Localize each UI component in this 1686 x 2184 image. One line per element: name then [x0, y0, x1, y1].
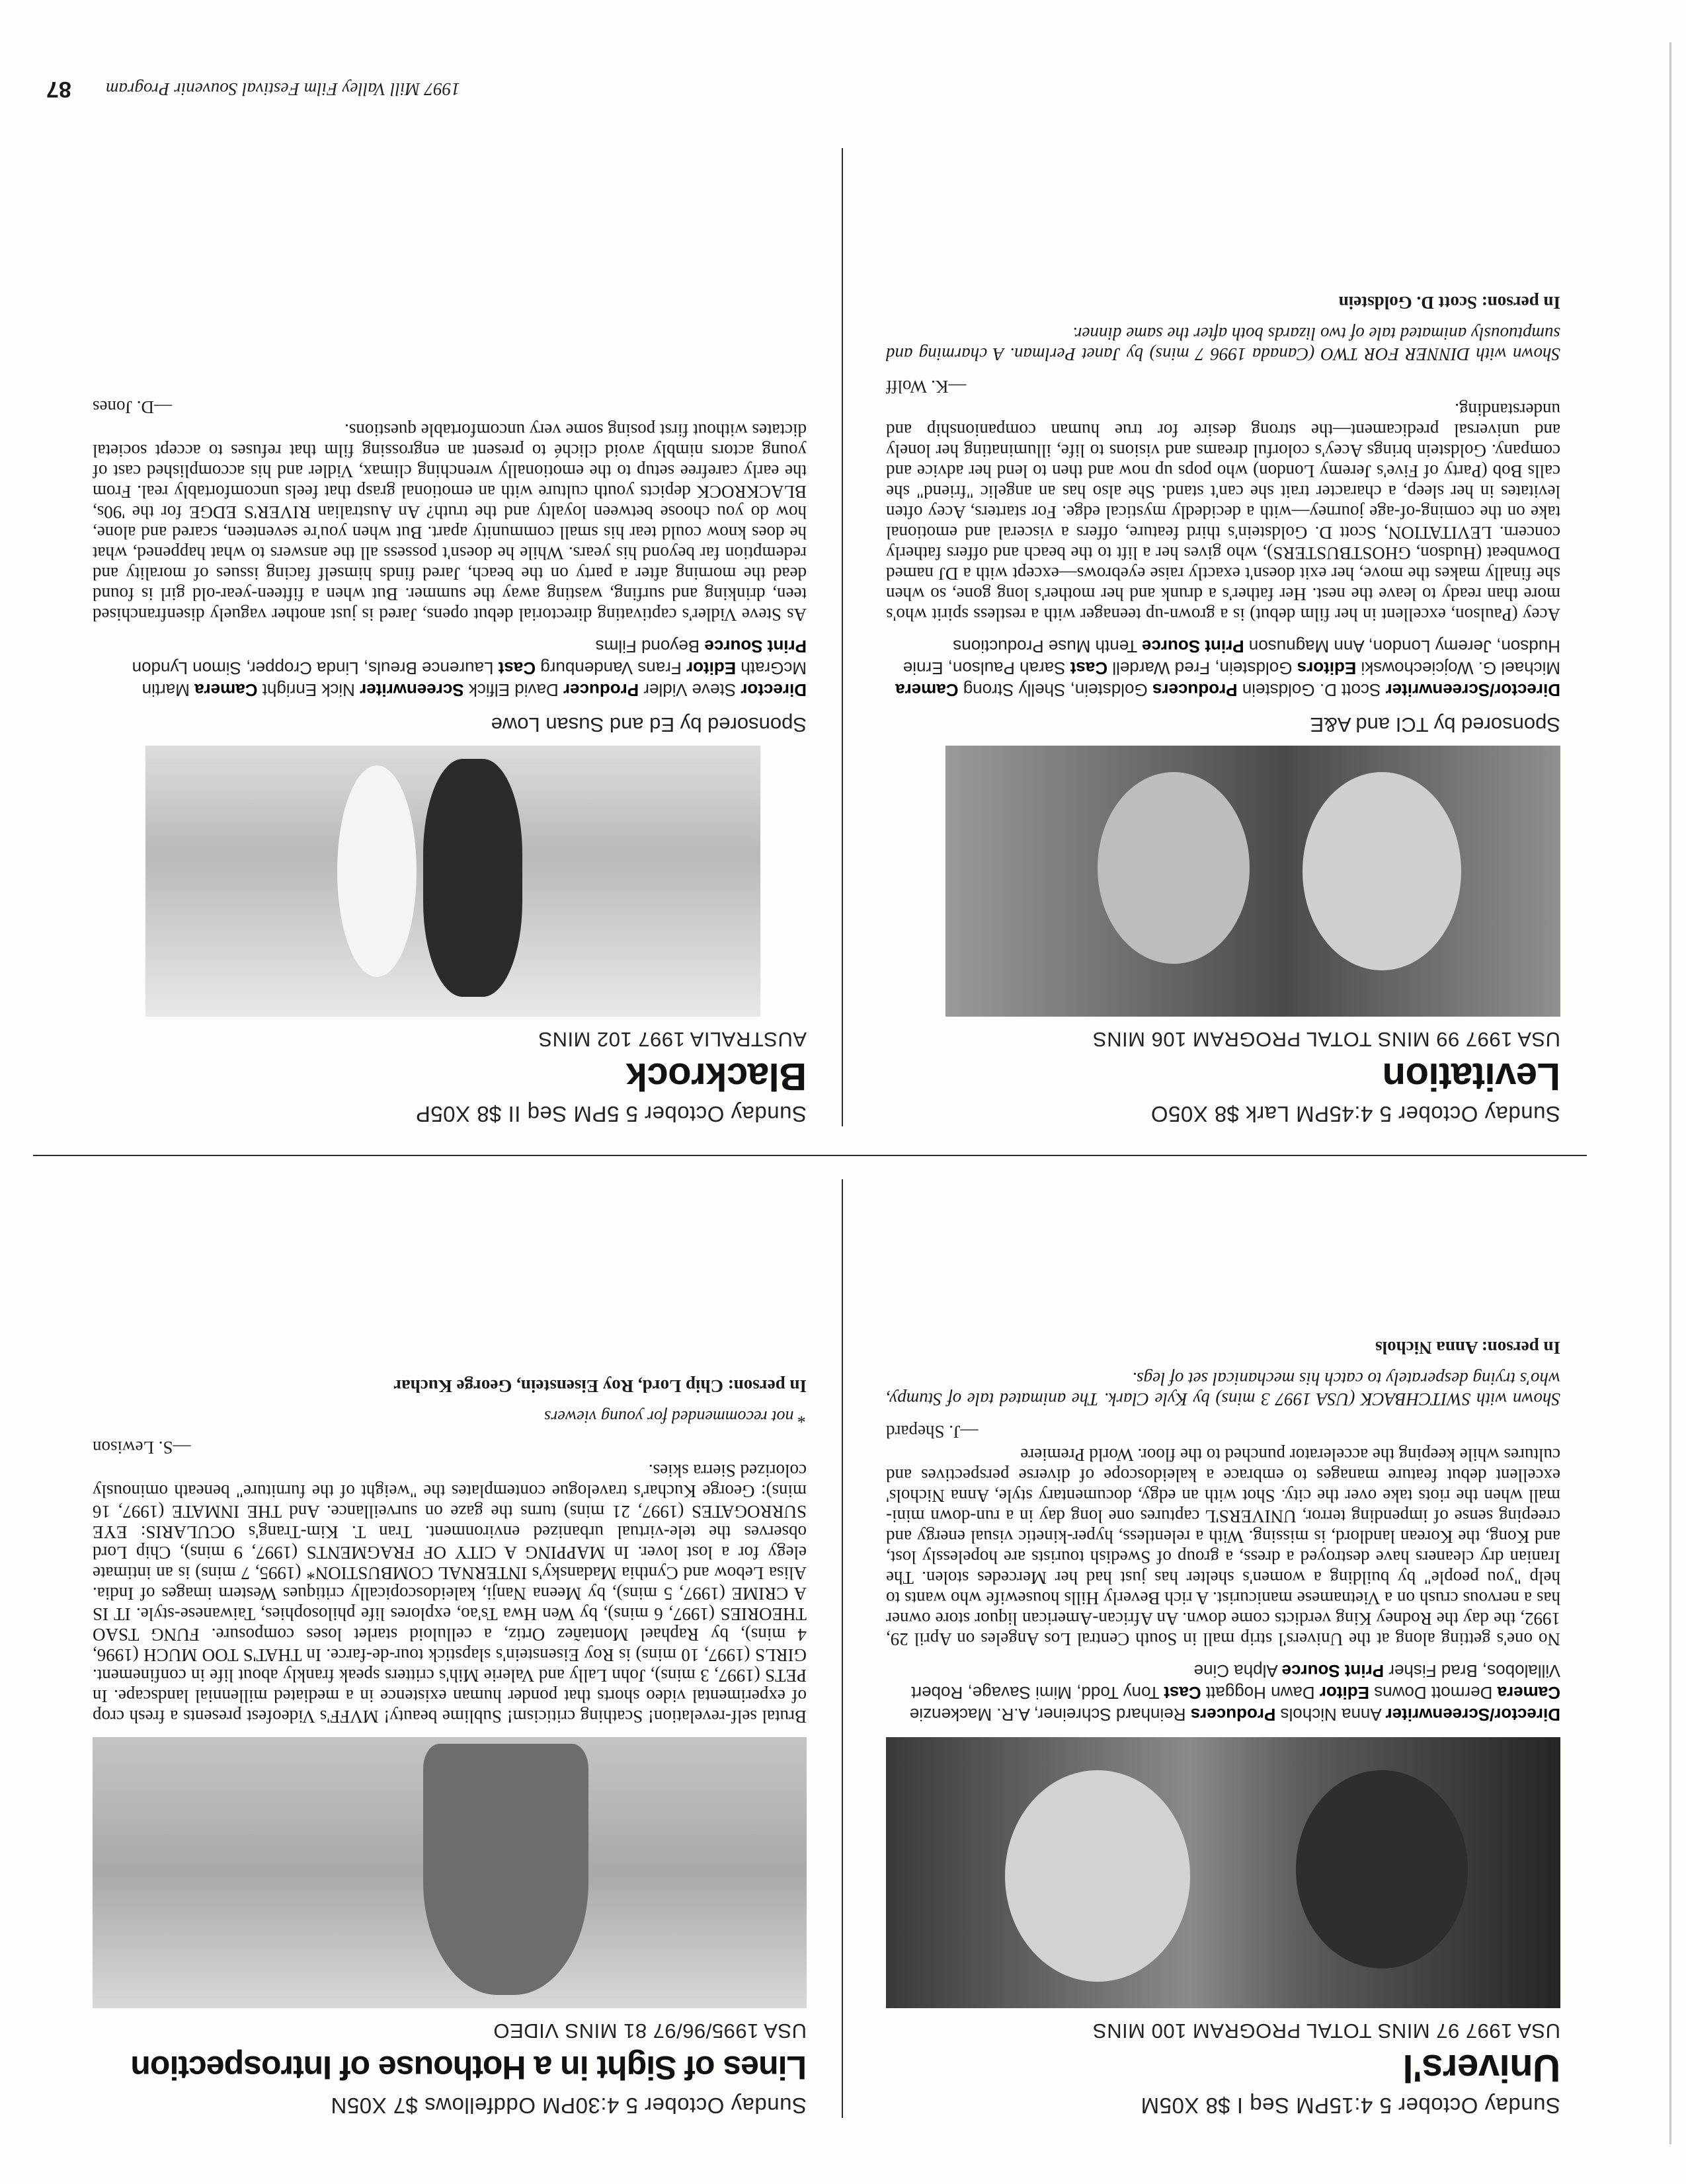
reviewer-byline: —D. Jones	[93, 397, 172, 417]
shown-with: Shown with SWITCHBACK (USA 1997 3 mins) by Kyle Clark. The animated tale of Stumpy, who's trying desperately to catch his mechanical set of legs.	[886, 1369, 1560, 1409]
photo-figure-right	[1098, 772, 1250, 964]
credit-role: Producers	[1190, 1705, 1276, 1725]
photo-surfboard	[337, 765, 417, 977]
credit-role: Print Source	[1281, 1661, 1385, 1681]
credit-role: Director	[741, 680, 807, 700]
credit-role: Producers	[1152, 680, 1238, 700]
film-description: No one's getting along at the Univers'l strip mall in South Central Los Angeles on April 29, 1992, the day the Rodney King verdicts come down. An African-American liquor store owner has a nervous crush on a Vietnamese manicurist. A rich Beverly Hills housewife who wants to help "you people" by building a women's shelter has just had her Mercedes stolen. The Iranian dry cleaners have destroyed a dress, a group of Swedish tourists are hopelessly lost, and Kong, the Korean landlord, is missing. With a relentless, hyper-kinetic visual energy and creeping sense of impending terror, UNIVERS'L captures one long day in a run-down mini-mall when the riots take over the city. Shot with an edgy, documentary style, Anna Nichols' excellent debut feature manages to embrace a kaleidoscope of diverse perspectives and cultures while keeping the accelerator punched to the floor. World Premiere	[886, 1445, 1560, 1649]
film-description: Acey (Paulson, excellent in her film debut) is a grown-up teenager with a restless spirit who's more than ready to leave the nest. Her father's a drunk and her mother's long gone, so when she finally makes the move, her exit doesn't exactly raise eyebrows—except with a DJ named Downbeat (Hudson, GHOSTBUSTERS), who gives her a lift to the beach and offers fatherly concern. LEVITATION, Scott D. Goldstein's third feature, offers a visceral and emotional take on the coming-of-age journey—with a decidedly mystical edge. For starters, Acey often levitates in her sleep, a character trait she can't stand. She also has an angelic "friend" she calls Bob (Party of Five's Jeremy London) who pops up now and then to lend her advice and company. Goldstein brings Acey's colorful dreams and visions to life, illuminating her lonely and universal predicament—the strong desire for true human companionship and understanding.	[886, 400, 1560, 625]
photo-figure-left	[1303, 772, 1461, 970]
credit-role: Screenwriter	[360, 680, 464, 700]
shown-with: Shown with DINNER FOR TWO (Canada 1996 7 mins) by Janet Perlman. A charming and sumptuously animated tale of two lizards both after the same dinner.	[886, 324, 1560, 364]
film-still-photo	[145, 746, 760, 1017]
credit-role: Print Source	[1141, 637, 1244, 656]
credit-role: Print Source	[704, 637, 807, 656]
credit-role: Director/Screenwriter	[1385, 680, 1560, 700]
screening-info: Sunday October 5 5PM Seq II $8 X05P	[415, 1102, 807, 1126]
film-title: Levitation	[1383, 1055, 1560, 1098]
reviewer-byline: —J. Shepard	[886, 1422, 979, 1442]
credit-names: Martin McGrath	[141, 658, 807, 700]
credit-names: Anna Nichols	[1280, 1705, 1382, 1725]
screening-info: Sunday October 5 4:45PM Lark $8 X05O	[1150, 1102, 1560, 1126]
credit-role: Producer	[563, 680, 639, 700]
screening-info: Sunday October 5 4:15PM Seq I $8 X05M	[1141, 2093, 1560, 2118]
photo-figure-right	[1005, 1770, 1190, 1982]
scan-edge-line	[1669, 42, 1671, 2144]
photo-figure	[423, 1744, 588, 1995]
credit-names: Dermott Downs	[1374, 1683, 1493, 1703]
credit-names: Nick Enright	[262, 680, 355, 700]
credit-role: Camera	[895, 680, 959, 700]
film-entry-blackrock	[93, 397, 807, 1126]
film-title: Blackrock	[626, 1055, 807, 1098]
program-title: 1997 Mill Valley Film Festival Souvenir Program	[106, 79, 460, 99]
credit-names: Frans Vandenburg	[540, 658, 682, 678]
film-title: Lines of Sight in a Hothouse of Introspection	[131, 2049, 807, 2086]
reviewer-byline: —S. Lewison	[93, 1438, 191, 1458]
viewer-note: * not recommended for young viewers	[544, 1407, 807, 1426]
film-entry-levitation	[886, 292, 1560, 1126]
film-meta: AUSTRALIA 1997 102 MINS	[538, 1028, 807, 1051]
vertical-divider-top	[842, 1179, 843, 2118]
credit-names: David Elfick	[468, 680, 559, 700]
film-still-photo	[93, 1737, 807, 2008]
credits-block	[886, 635, 1560, 701]
in-person: In person: Chip Lord, Roy Eisenstein, George Kuchar	[393, 1376, 807, 1396]
reviewer-byline: —K. Wolff	[886, 377, 967, 397]
vertical-divider-bottom	[842, 148, 843, 1126]
credit-names: Goldstein, Fred Wardell	[1112, 658, 1293, 678]
credit-role: Camera	[194, 680, 258, 700]
credit-names: Tony Todd, Mimi Savage, Robert Villalobos, Brad Fisher	[911, 1661, 1560, 1703]
credit-names: Alpha Cine	[1193, 1661, 1278, 1681]
credit-names: Reinhard Schreiner, A.R. Mackenzie	[909, 1705, 1186, 1725]
film-still-photo	[945, 746, 1560, 1017]
credit-names: Beyond Films	[595, 637, 700, 656]
credit-role: Cast	[1164, 1683, 1201, 1703]
credit-names: Michael G. Wojciechowski	[1361, 658, 1560, 678]
credit-names: Dawn Hoggatt	[1205, 1683, 1315, 1703]
film-meta: USA 1997 97 MINS TOTAL PROGRAM 100 MINS	[1092, 2019, 1560, 2043]
sponsor-line: Sponsored by TCI and A&E	[1310, 713, 1560, 736]
credit-names: Laurence Breuls, Linda Cropper, Simon Lyndon	[132, 658, 494, 678]
credit-role: Director/Screenwriter	[1385, 1705, 1560, 1725]
sponsor-line: Sponsored by Ed and Susan Lowe	[491, 713, 807, 736]
horizontal-divider	[33, 1155, 1587, 1156]
credit-role: Editor	[686, 658, 737, 678]
film-title: Univers'l	[1402, 2047, 1560, 2089]
page-number: 87	[46, 77, 71, 102]
film-entry-lines-of-sight	[93, 1376, 807, 2118]
credit-names: Scott D. Goldstein	[1242, 680, 1381, 700]
photo-surfer	[423, 759, 522, 997]
credit-role: Editor	[1319, 1683, 1369, 1703]
credit-role: Cast	[498, 658, 536, 678]
film-meta: USA 1995/96/97 81 MINS VIDEO	[493, 2019, 807, 2043]
credit-names: Steve Vidler	[643, 680, 737, 700]
photo-figure-left	[1296, 1770, 1468, 1969]
credit-names: Sarah Paulson, Ernie Hudson, Jeremy London, Ann Magnuson	[903, 637, 1560, 678]
screening-info: Sunday October 5 4:30PM Oddfellows $7 X05N	[331, 2093, 807, 2118]
page-footer	[46, 62, 1600, 102]
in-person: In person: Anna Nichols	[1375, 1338, 1560, 1358]
credits-block	[886, 1660, 1560, 1725]
film-still-photo	[886, 1737, 1560, 2008]
credits-block	[93, 635, 807, 701]
film-description: As Steve Vidler's captivating directorial debut opens, Jared is just another vaguely disenfranchised teen, drinking and surfing, wasting away the summer. But when a fifteen-year-old girl is found dead the morning after a party on the beach, Jared finds himself facing issues of morality and redemption far beyond his years. While he doesn't possess all the answers to what happened, what he does know could tear his small community apart. But when you're seventeen, scared and alone, how do you choose between loyalty and the truth? An Australian RIVER'S EDGE for the '90s, BLACKROCK depicts youth culture with an emotional grasp that feels uncomfortably real. From the early carefree setup to the emotionally wrenching climax, Vidler and his accomplished cast of young actors nimbly avoid cliché to present an engrossing film that refuses to accept societal dictates without first posing some very uncomfortable questions.	[93, 420, 807, 625]
photo-shading	[945, 746, 1560, 1017]
film-meta: USA 1997 99 MINS TOTAL PROGRAM 106 MINS	[1092, 1028, 1560, 1051]
credit-names: Tenth Muse Productions	[953, 637, 1138, 656]
film-description: Brutal self-revelation! Scathing criticism! Sublime beauty! MVFF's Videofest presents a fresh crop of experimental video shorts that ponder human existence in a mediated millennial landscape. In PETS (1997, 3 mins), John Lally and Valerie Mih's critters speak frankly about life in confinement. GIRLS (1997, 10 mins) is Roy Eisenstein's slapstick tour-de-farce. In THAT'S TOO MUCH (1996, 4 mins), by Raphael Montañez Ortiz, a celluloid starlet loses composure. FUNG TSAO THEORIES (1997, 6 mins), by Wen Hwa Ts'ao, explores life philosophies, Taiwanese-style. IT IS A CRIME (1997, 5 mins), by Meena Nanji, kaleidoscopically critiques Western images of India. Alisa Lebow and Cynthia Madansky's INTERNAL COMBUSTION* (1995, 7 mins) is an intimate elegy for a lost lover. In MAPPING A CITY OF FRAGMENTS (1997, 9 mins), Chip Lord observes the tele-virtual urbanized environment. Tran T. Kim-Trang's OCULARIS: EYE SURROGATES (1997, 21 mins) turns the gaze on surveillance. And THE INMATE (1997, 16 mins): George Kuchar's travelogue contemplates the "weight of the furniture" beneath ominously colorized Sierra skies.	[93, 1461, 807, 1727]
credit-names: Goldstein, Shelly Strong	[963, 680, 1148, 700]
credit-role: Cast	[1070, 658, 1108, 678]
credit-role: Editors	[1297, 658, 1357, 678]
in-person: In person: Scott D. Goldstein	[1338, 293, 1560, 313]
film-entry-universl	[886, 1337, 1560, 2118]
credit-role: Camera	[1497, 1683, 1560, 1703]
